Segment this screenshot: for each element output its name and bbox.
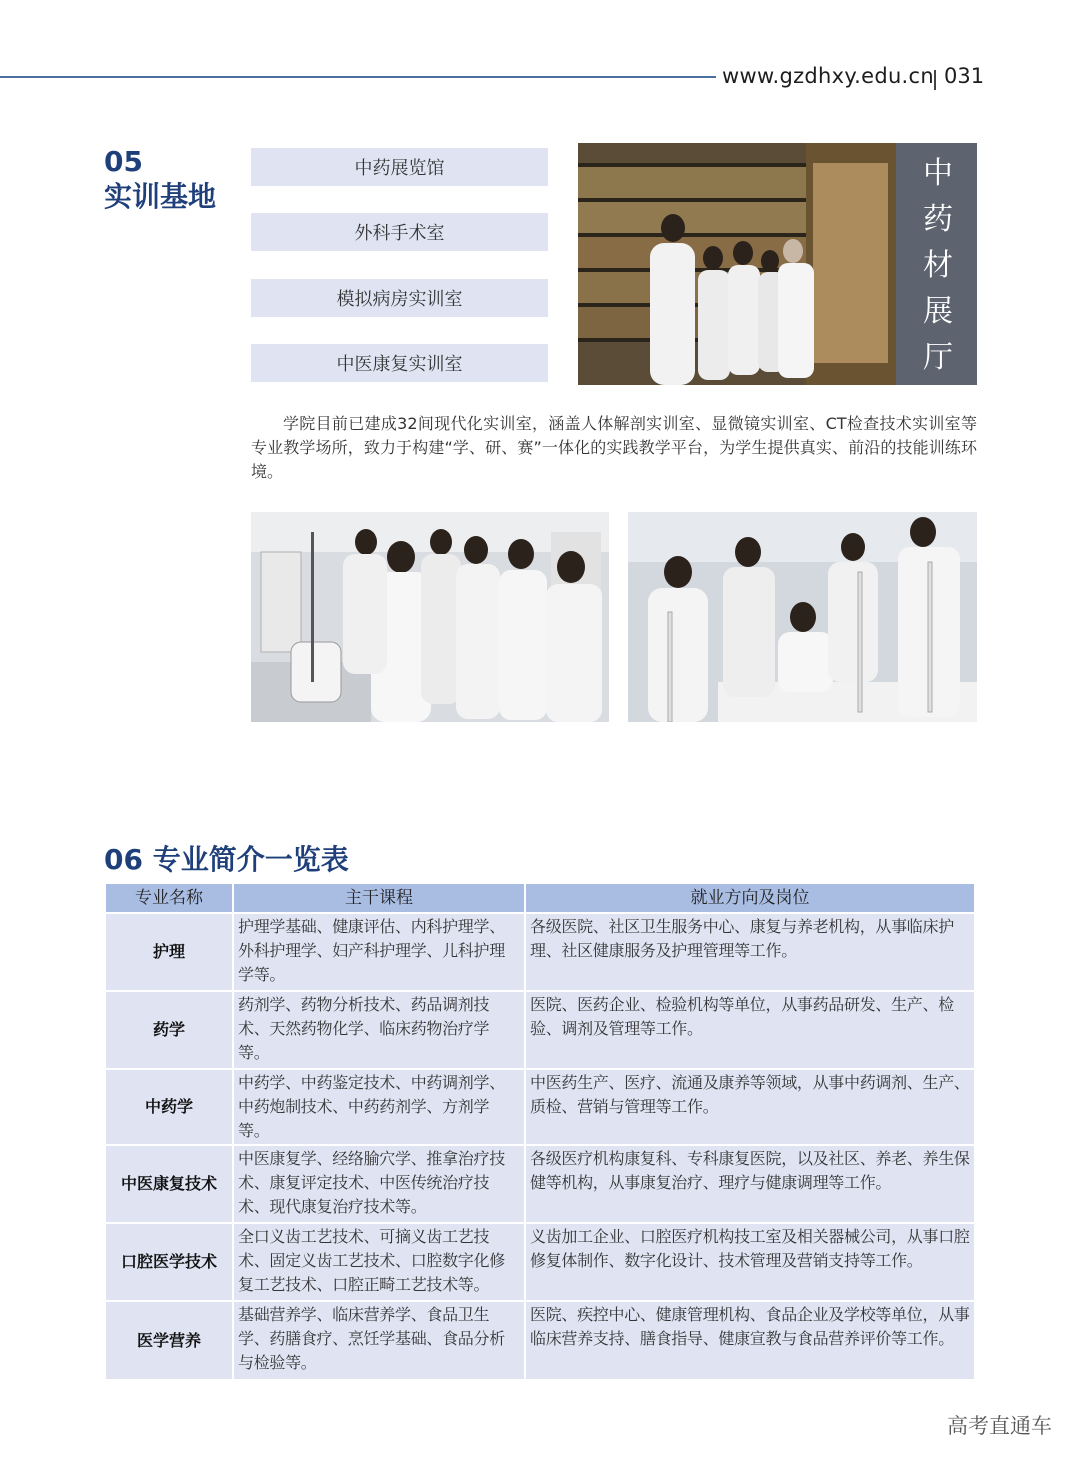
hall-sign [923, 156, 953, 375]
table-section-title: 06 专业简介一览表 [104, 843, 349, 876]
section-number: 05 [104, 145, 143, 178]
site-url[interactable]: www.gzdhxy.edu.cn [722, 64, 934, 88]
major-careers: 各级医院、社区卫生服务中心、康复与养老机构，从事临床护理、社区健康服务及护理管理等工作。 [525, 913, 974, 991]
major-careers: 医院、疾控中心、健康管理机构、食品企业及学校等单位，从事临床营养支持、膳食指导、健康宣教与食品营养评价等工作。 [525, 1301, 974, 1379]
major-name: 中药学 [106, 1069, 233, 1145]
table-row [106, 991, 974, 1069]
intro-paragraph [251, 412, 977, 484]
facility-label: 外科手术室 [251, 213, 548, 251]
lab-photo-right [628, 512, 977, 722]
major-careers: 医院、医药企业、检验机构等单位，从事药品研发、生产、检验、调剂及管理等工作。 [525, 991, 974, 1069]
major-name: 药学 [106, 991, 233, 1069]
major-courses: 基础营养学、临床营养学、食品卫生学、药膳食疗、烹饪学基础、食品分析与检验等。 [233, 1301, 525, 1379]
header-divider [0, 76, 716, 78]
table-row [106, 1301, 974, 1379]
students [343, 529, 602, 722]
facility-label: 模拟病房实训室 [251, 279, 548, 317]
column-header-courses: 主干课程 [233, 884, 525, 913]
intro-text: 学院目前已建成32间现代化实训室，涵盖人体解剖实训室、显微镜实训室、CT检查技术实训室等专业教学场所，致力于构建“学、研、赛”一体化的实践教学平台，为学生提供真实、前沿的技能训练环境。 [251, 414, 977, 481]
facility-label: 中医康复实训室 [251, 344, 548, 382]
hall-sign-char: 中 [923, 156, 953, 191]
lab-photo-left [251, 512, 609, 722]
facility-label: 中药展览馆 [251, 148, 548, 186]
table-row [106, 1069, 974, 1145]
majors-table [106, 884, 974, 1379]
major-courses: 中药学、中药鉴定技术、中药调剂学、中药炮制技术、中药药剂学、方剂学等。 [233, 1069, 525, 1145]
hall-sign-char: 药 [923, 202, 953, 237]
header-separator [934, 70, 936, 90]
major-courses: 护理学基础、健康评估、内科护理学、外科护理学、妇产科护理学、儿科护理学等。 [233, 913, 525, 991]
table-header-row [106, 884, 974, 913]
major-name: 医学营养 [106, 1301, 233, 1379]
page-number: 031 [944, 64, 985, 88]
table-row [106, 1223, 974, 1301]
major-name: 中医康复技术 [106, 1145, 233, 1223]
watermark: 高考直通车 [947, 1414, 1052, 1438]
major-name: 护理 [106, 913, 233, 991]
column-header-major: 专业名称 [106, 884, 233, 913]
hall-sign-char: 材 [923, 248, 953, 283]
exhibition-hall-photo [578, 143, 977, 385]
table-row [106, 913, 974, 991]
major-careers: 各级医疗机构康复科、专科康复医院，以及社区、养老、养生保健等机构，从事康复治疗、理疗与健康调理等工作。 [525, 1145, 974, 1223]
major-courses: 药剂学、药物分析技术、药品调剂技术、天然药物化学、临床药物治疗学等。 [233, 991, 525, 1069]
hall-sign-char: 展 [923, 294, 953, 329]
major-courses: 全口义齿工艺技术、可摘义齿工艺技术、固定义齿工艺技术、口腔数字化修复工艺技术、口腔正畸工艺技术等。 [233, 1223, 525, 1301]
table-row [106, 1145, 974, 1223]
section-title: 实训基地 [104, 180, 217, 213]
major-name: 口腔医学技术 [106, 1223, 233, 1301]
major-careers: 中医药生产、医疗、流通及康养等领域，从事中药调剂、生产、质检、营销与管理等工作。 [525, 1069, 974, 1145]
major-courses: 中医康复学、经络腧穴学、推拿治疗技术、康复评定技术、中医传统治疗技术、现代康复治疗技术等。 [233, 1145, 525, 1223]
hall-sign-char: 厅 [923, 340, 953, 375]
major-careers: 义齿加工企业、口腔医疗机构技工室及相关器械公司，从事口腔修复体制作、数字化设计、技术管理及营销支持等工作。 [525, 1223, 974, 1301]
column-header-careers: 就业方向及岗位 [525, 884, 974, 913]
